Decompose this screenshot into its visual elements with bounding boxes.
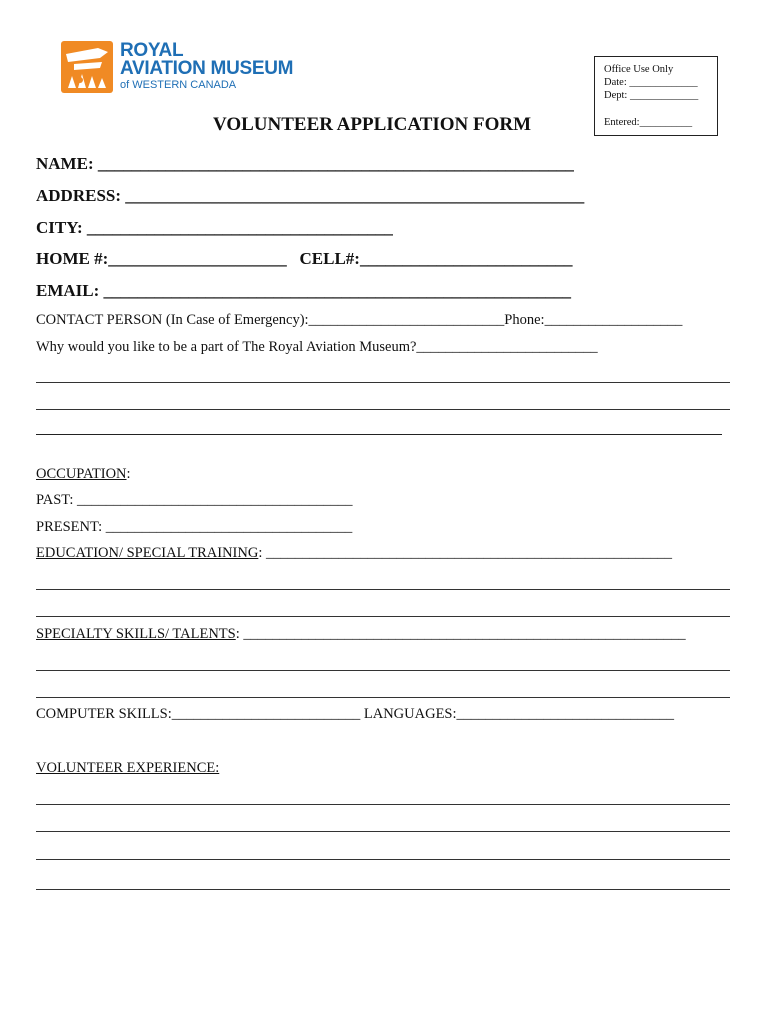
office-date-field[interactable]: Date: _____________ bbox=[604, 77, 698, 88]
logo-line-western-canada: of WESTERN CANADA bbox=[120, 79, 237, 91]
answer-line[interactable] bbox=[36, 382, 730, 383]
email-field[interactable]: EMAIL: _______________________________________________________ bbox=[36, 281, 572, 300]
address-field[interactable]: ADDRESS: ______________________________________________________ bbox=[36, 186, 585, 205]
office-entered-field[interactable]: Entered:__________ bbox=[604, 117, 693, 128]
city-field[interactable]: CITY: ____________________________________ bbox=[36, 218, 393, 237]
specialty-skills-blank[interactable]: : _____________________________________________________________ bbox=[235, 626, 686, 642]
logo-line-royal: ROYAL bbox=[120, 40, 184, 61]
logo-line-aviation-museum: AVIATION MUSEUM bbox=[120, 58, 294, 79]
present-occupation-field[interactable]: PRESENT: __________________________________ bbox=[36, 519, 353, 535]
answer-line[interactable] bbox=[36, 889, 730, 890]
education-label: EDUCATION/ SPECIAL TRAINING bbox=[36, 545, 259, 561]
office-use-title: Office Use Only bbox=[604, 64, 674, 75]
specialty-skills-field[interactable] bbox=[36, 626, 686, 643]
answer-line[interactable] bbox=[36, 697, 730, 698]
occupation-label: OCCUPATION bbox=[36, 466, 127, 482]
museum-logo bbox=[60, 40, 320, 98]
why-museum-field[interactable]: Why would you like to be a part of The Royal Aviation Museum?_________________________ bbox=[36, 339, 598, 355]
form-title: VOLUNTEER APPLICATION FORM bbox=[213, 114, 532, 135]
volunteer-experience-label: VOLUNTEER EXPERIENCE: bbox=[36, 760, 220, 776]
answer-line[interactable] bbox=[36, 616, 730, 617]
computer-languages-field[interactable]: COMPUTER SKILLS:__________________________ LANGUAGES:______________________________ bbox=[36, 706, 675, 722]
specialty-skills-label: SPECIALTY SKILLS/ TALENTS bbox=[36, 626, 236, 642]
education-blank[interactable]: : ________________________________________________________ bbox=[258, 545, 672, 561]
home-cell-field[interactable]: HOME #:_____________________ CELL#:_________________________ bbox=[36, 249, 573, 268]
answer-line[interactable] bbox=[36, 804, 730, 805]
name-field[interactable]: NAME: ________________________________________________________ bbox=[36, 154, 574, 173]
airplane-logo-icon bbox=[60, 40, 114, 94]
answer-line[interactable] bbox=[36, 831, 730, 832]
answer-line[interactable] bbox=[36, 409, 730, 410]
office-dept-field[interactable]: Dept: _____________ bbox=[604, 90, 699, 101]
past-occupation-field[interactable]: PAST: ______________________________________ bbox=[36, 492, 353, 508]
answer-line[interactable] bbox=[36, 589, 730, 590]
answer-line[interactable] bbox=[36, 670, 730, 671]
education-field[interactable] bbox=[36, 545, 672, 562]
answer-line[interactable] bbox=[36, 859, 730, 860]
contact-person-field[interactable]: CONTACT PERSON (In Case of Emergency):___________________________Phone:___________________ bbox=[36, 312, 683, 328]
answer-line[interactable] bbox=[36, 434, 722, 435]
occupation-heading bbox=[36, 466, 131, 483]
occupation-colon: : bbox=[126, 466, 131, 482]
